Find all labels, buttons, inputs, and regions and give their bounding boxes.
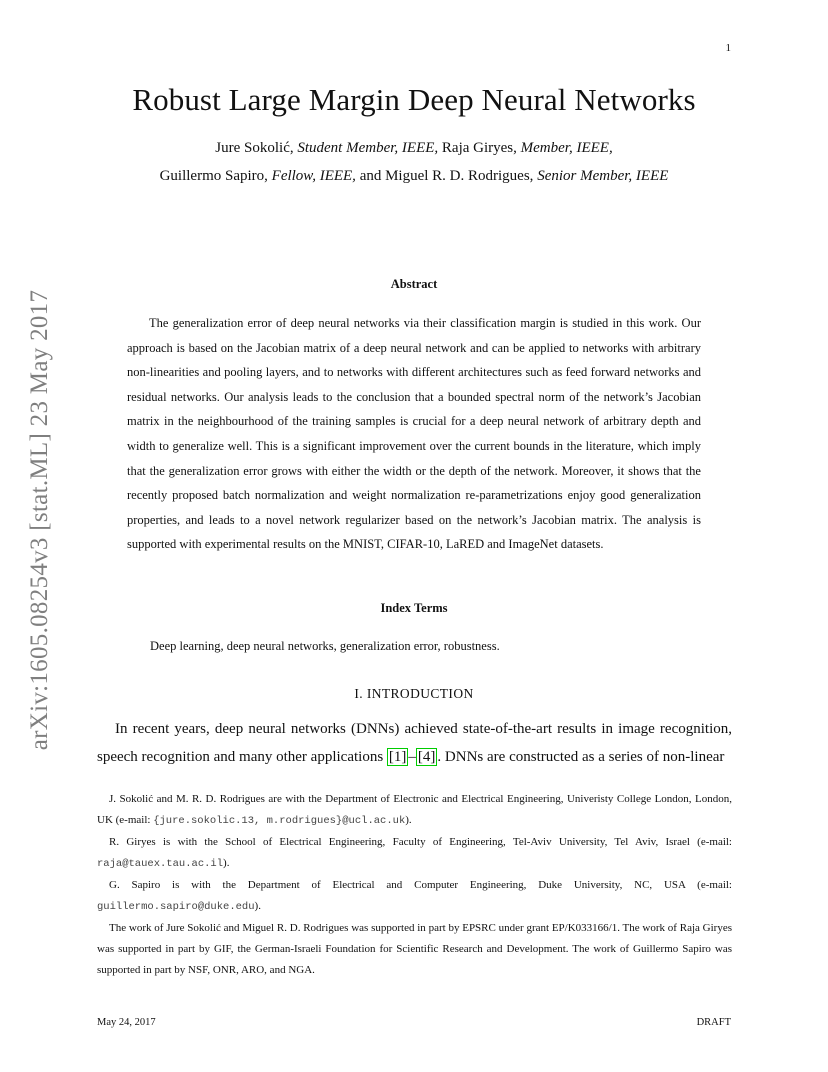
section-title-initial: I xyxy=(366,686,372,701)
footer-date: May 24, 2017 xyxy=(97,1017,156,1028)
index-terms-body: Deep learning, deep neural networks, generalization error, robustness. xyxy=(150,639,500,653)
author-line-2 xyxy=(0,168,828,185)
email-address: {jure.sokolic.13, m.rodrigues}@ucl.ac.uk xyxy=(153,815,406,827)
abstract-heading: Abstract xyxy=(390,277,438,291)
footnote-sokolic-rodrigues xyxy=(97,789,732,832)
footnote-text: G. Sapiro is with the Department of Electrical and Computer Engineering, Duke University, NC, USA (e-mail: xyxy=(109,879,732,891)
author-name: Guillermo Sapiro, xyxy=(159,168,272,184)
author-affiliation: Student Member, IEEE, xyxy=(297,140,439,156)
footnote-funding: The work of Jure Sokolić and Miguel R. D. Rodrigues was supported in part by EPSRC under grant EP/K033166/1. The work of Raja Giryes was supported in part by GIF, the German-Israeli Foundation for Scientific Research and Development. The work of Guillermo Sapiro was supported in part by NSF, ONR, ARO, and NGA. xyxy=(97,922,732,976)
footnotes xyxy=(97,789,732,981)
intro-text-after: . DNNs are constructed as a series of non-linear xyxy=(437,748,725,765)
email-address: guillermo.sapiro@duke.edu xyxy=(97,901,255,913)
footnote-text-end: ). xyxy=(254,900,261,912)
intro-text-before: In recent years, deep neural networks (DNNs) achieved state-of-the-art results in image recognition, speech recognition and many other applications xyxy=(97,721,732,765)
author-affiliation: Fellow, IEEE, xyxy=(271,168,356,184)
citation-link-1[interactable]: [1] xyxy=(388,748,407,765)
footnote-sapiro xyxy=(97,875,732,918)
author-affiliation: Member, IEEE, xyxy=(520,140,613,156)
index-terms-heading: Index Terms xyxy=(380,601,448,615)
citation-separator: – xyxy=(408,748,416,765)
abstract-body: The generalization error of deep neural networks via their classification margin is studied in this work. Our approach is based on the Jacobian matrix of a deep neural network and can be applied to networks with arbitrary non-linearities and pooling layers, and to networks with different architectures such as feed forward networks and residual networks. Our analysis leads to the conclusion that a bounded spectral norm of the network’s Jacobian matrix in the neighbourhood of the training samples is crucial for a deep neural network of arbitrary depth and width to generalize well. This is a significant improvement over the current bounds in the literature, which imply that the generalization error grows with either the width or the depth of the network. Moreover, it shows that the recently proposed batch normalization and weight normalization re-parametrizations enjoy good generalization properties, and leads to a novel network regularizer based on the network’s Jacobian matrix. The analysis is supported with experimental results on the MNIST, CIFAR-10, LaRED and ImageNet datasets. xyxy=(127,316,701,552)
author-name: Raja Giryes, xyxy=(438,140,521,156)
author-name: Jure Sokolić, xyxy=(215,140,298,156)
author-affiliation: Senior Member, IEEE xyxy=(537,168,669,184)
footnote-text-end: ). xyxy=(223,857,230,869)
email-address: raja@tauex.tau.ac.il xyxy=(97,858,224,870)
paper-title: Robust Large Margin Deep Neural Networks xyxy=(132,82,696,117)
footnote-text: J. Sokolić and M. R. D. Rodrigues are with the Department of Electronic and Electrical Engineering, Univeristy College London, London, UK (e-mail: xyxy=(97,793,732,826)
section-numeral: I. xyxy=(354,686,367,701)
footnote-giryes xyxy=(97,832,732,875)
footnote-text-end: ). xyxy=(405,814,412,826)
citation-link-4[interactable]: [4] xyxy=(417,748,436,765)
author-line-1 xyxy=(0,140,828,157)
page-number: 1 xyxy=(725,42,731,54)
arxiv-identifier-stamp: arXiv:1605.08254v3 [stat.ML] 23 May 2017 xyxy=(26,289,53,751)
section-title-rest: NTRODUCTION xyxy=(371,686,474,701)
footer-draft-label: DRAFT xyxy=(696,1017,731,1028)
footnote-text: R. Giryes is with the School of Electrical Engineering, Faculty of Engineering, Tel-Aviv University, Tel Aviv, Israel (e-mail: xyxy=(109,836,732,848)
author-name: and Miguel R. D. Rodrigues, xyxy=(355,168,538,184)
introduction-paragraph xyxy=(97,716,732,771)
introduction-heading xyxy=(0,686,828,702)
